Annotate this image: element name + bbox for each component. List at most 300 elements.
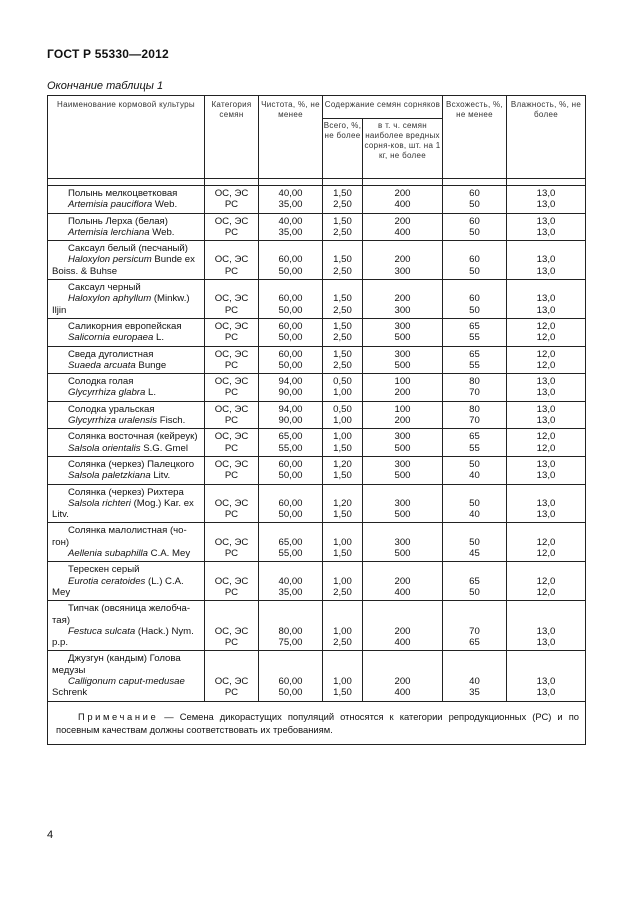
note-text: — Семена дикорастущих популяций относятся к категории репродукционных (РС) и по посевным качествам должны соответствовать их требованиям. (56, 710, 579, 735)
cell-value: 40 (469, 675, 480, 687)
germination-cell (443, 374, 507, 402)
cell-value: 13,0 (536, 293, 556, 305)
cell-value: 35,00 (278, 199, 303, 211)
moisture-cell (507, 523, 586, 562)
moisture-cell (507, 429, 586, 457)
cell-value: 300 (394, 536, 411, 548)
germination-cell (443, 523, 507, 562)
category-cell (205, 523, 259, 562)
cell-value: 0,50 (333, 376, 352, 388)
cell-value: ОС, ЭС (214, 431, 249, 443)
moisture-cell (507, 280, 586, 319)
crop-latin-name (52, 254, 201, 265)
cell-value: 2,50 (333, 226, 352, 238)
latin-genus-species: Calligonum caput-medusae (68, 675, 185, 687)
header-name: Наименование кормовой культуры (48, 96, 205, 179)
weeds-harmful-cell (363, 523, 443, 562)
cell-value: 500 (394, 359, 411, 371)
header-purity: Чистота, %, не менее (259, 96, 323, 179)
crop-latin-name (52, 360, 201, 371)
cell-value: 12,0 (536, 586, 556, 598)
cell-value: 65 (469, 431, 480, 443)
cell-value: 60,00 (278, 320, 303, 332)
header-moisture: Влажность, %, не более (507, 96, 586, 179)
moisture-cell (507, 456, 586, 484)
cell-value: 50 (469, 199, 480, 211)
weeds-total-cell (323, 429, 363, 457)
cell-value: 75,00 (278, 637, 303, 649)
germination-cell (443, 346, 507, 374)
cell-value: РС (224, 387, 239, 399)
cell-value: 0,50 (333, 403, 352, 415)
cell-value: РС (224, 415, 239, 427)
cell-value: 400 (394, 199, 411, 211)
moisture-cell (507, 213, 586, 241)
cell-value: 13,0 (536, 188, 556, 199)
cell-value: 60,00 (278, 497, 303, 509)
cell-value: 13,0 (536, 254, 556, 266)
weeds-total-cell (323, 280, 363, 319)
cell-value: 60 (469, 254, 480, 266)
crop-name-line: Полынь мелкоцветковая (68, 188, 178, 199)
cell-value: 300 (394, 458, 411, 470)
moisture-cell (507, 318, 586, 346)
crop-name-cell (48, 562, 205, 601)
cell-value: 60 (469, 293, 480, 305)
crop-name-line: Boiss. & Buhse (52, 265, 118, 277)
latin-genus-species: Salsola richteri (68, 497, 131, 509)
note-label: Примечание (78, 710, 159, 722)
latin-author: Web. (152, 199, 178, 211)
category-cell (205, 213, 259, 241)
header-germination: Всхожесть, %, не менее (443, 96, 507, 179)
germination-cell (443, 213, 507, 241)
cell-value: 1,00 (333, 431, 352, 443)
cell-value: ОС, ЭС (214, 320, 249, 332)
weeds-harmful-cell (363, 401, 443, 429)
cell-value: 13,0 (536, 226, 556, 238)
purity-cell (259, 186, 323, 214)
crop-latin-name (52, 576, 201, 587)
weeds-harmful-cell (363, 241, 443, 280)
cell-value: 65 (469, 320, 480, 332)
cell-value: 12,0 (536, 348, 556, 360)
latin-author: Litv. (150, 470, 171, 482)
cell-value: 300 (394, 304, 411, 316)
cell-value: ОС, ЭС (214, 536, 249, 548)
weeds-harmful-cell (363, 601, 443, 651)
crop-name-cell (48, 401, 205, 429)
weeds-harmful-cell (363, 374, 443, 402)
cell-value: 300 (394, 431, 411, 443)
cell-value: 70 (469, 387, 480, 399)
crop-name-cell (48, 651, 205, 701)
weeds-total-cell (323, 456, 363, 484)
cell-value: 50 (469, 586, 480, 598)
moisture-cell (507, 484, 586, 523)
cell-value: 200 (394, 387, 411, 399)
cell-value: 60,00 (278, 293, 303, 305)
cell-value: 2,50 (333, 359, 352, 371)
table-row (48, 346, 586, 374)
crop-name-cell (48, 213, 205, 241)
latin-genus-species: Haloxylon persicum (68, 254, 152, 266)
crop-name-line: Полынь Лерха (белая) (68, 215, 168, 227)
cell-value: 13,0 (536, 497, 556, 509)
germination-cell (443, 651, 507, 701)
weeds-harmful-cell (363, 562, 443, 601)
cell-value: 13,0 (536, 458, 556, 470)
category-cell (205, 186, 259, 214)
cell-value: 1,00 (333, 575, 352, 587)
crop-latin-name (52, 470, 201, 481)
crop-name-line: гон) (52, 536, 70, 548)
cell-value: 2,50 (333, 637, 352, 649)
table-note (48, 701, 586, 744)
weeds-harmful-cell (363, 213, 443, 241)
cell-value: 400 (394, 586, 411, 598)
germination-cell (443, 562, 507, 601)
table-row (48, 280, 586, 319)
table-row (48, 651, 586, 701)
latin-author: Fisch. (157, 415, 186, 427)
cell-value: РС (224, 548, 239, 560)
cell-value: 60,00 (278, 254, 303, 266)
cell-value: 60,00 (278, 675, 303, 687)
cell-value: 2,50 (333, 304, 352, 316)
moisture-cell (507, 562, 586, 601)
cell-value: 13,0 (536, 625, 556, 637)
weeds-total-cell (323, 651, 363, 701)
cell-value: 40 (469, 509, 480, 521)
cell-value: 60,00 (278, 458, 303, 470)
crop-name-line: Типчак (овсяница желобча- (68, 603, 191, 615)
cell-value: 35,00 (278, 586, 303, 598)
germination-cell (443, 601, 507, 651)
latin-author: (Minkw.) (151, 293, 190, 305)
document-header: ГОСТ Р 55330—2012 (47, 47, 169, 61)
cell-value: 1,20 (333, 458, 352, 470)
germination-cell (443, 186, 507, 214)
cell-value: 1,50 (333, 293, 352, 305)
cell-value: 500 (394, 548, 411, 560)
cell-value: 65 (469, 575, 480, 587)
cell-value: 200 (394, 625, 411, 637)
cell-value: РС (224, 332, 239, 344)
cell-value: РС (224, 199, 239, 211)
moisture-cell (507, 651, 586, 701)
purity-cell (259, 374, 323, 402)
cell-value: 12,0 (536, 548, 556, 560)
cell-value: 45 (469, 548, 480, 560)
cell-value: 50,00 (278, 265, 303, 277)
weeds-total-cell (323, 186, 363, 214)
latin-author: Bunde ex (151, 254, 195, 266)
cell-value: 1,00 (333, 625, 352, 637)
cell-value: 13,0 (536, 215, 556, 227)
cell-value: 60 (469, 188, 480, 199)
cell-value: 200 (394, 675, 411, 687)
cell-value: 1,20 (333, 497, 352, 509)
cell-value: ОС, ЭС (214, 458, 249, 470)
weeds-harmful-cell (363, 456, 443, 484)
cell-value: 50,00 (278, 509, 303, 521)
cell-value: 35 (469, 687, 480, 699)
cell-value: 1,50 (333, 254, 352, 266)
table-row (48, 601, 586, 651)
cell-value: 1,50 (333, 320, 352, 332)
table-row (48, 374, 586, 402)
cell-value: РС (224, 470, 239, 482)
cell-value: 12,0 (536, 442, 556, 454)
table-row (48, 401, 586, 429)
cell-value: 1,00 (333, 415, 352, 427)
moisture-cell (507, 241, 586, 280)
cell-value: 12,0 (536, 332, 556, 344)
cell-value: 13,0 (536, 637, 556, 649)
crop-name-cell (48, 280, 205, 319)
cell-value: 65 (469, 348, 480, 360)
cell-value: 200 (394, 293, 411, 305)
latin-genus-species: Eurotia ceratoides (68, 575, 146, 587)
crop-name-cell (48, 601, 205, 651)
cell-value: 50 (469, 458, 480, 470)
latin-genus-species: Haloxylon aphyllum (68, 293, 152, 305)
purity-cell (259, 456, 323, 484)
cell-value: 90,00 (278, 415, 303, 427)
crop-latin-name (52, 443, 201, 454)
cell-value: 65,00 (278, 431, 303, 443)
cell-value: 55 (469, 442, 480, 454)
crop-name-line: p.p. (52, 637, 69, 649)
cell-value: РС (224, 442, 239, 454)
crop-latin-name (52, 498, 201, 509)
cell-value: 400 (394, 637, 411, 649)
cell-value: 100 (394, 403, 411, 415)
crop-name-line: Солянка (черкез) Палецкого (68, 458, 195, 470)
purity-cell (259, 429, 323, 457)
crop-name-line: Солянка восточная (кейреук) (68, 431, 198, 443)
cell-value: 40,00 (278, 575, 303, 587)
germination-cell (443, 280, 507, 319)
cell-value: РС (224, 359, 239, 371)
weeds-total-cell (323, 318, 363, 346)
cell-value: 12,0 (536, 320, 556, 332)
cell-value: 40 (469, 470, 480, 482)
crop-name-cell (48, 523, 205, 562)
cell-value: 2,50 (333, 199, 352, 211)
cell-value: 400 (394, 687, 411, 699)
latin-author: S.G. Gmel (140, 442, 188, 454)
crop-name-line: Солянка малолистная (чо- (68, 525, 187, 537)
crop-latin-name (52, 227, 201, 238)
cell-value: 1,00 (333, 536, 352, 548)
cell-value: 13,0 (536, 403, 556, 415)
header-weeds-total: Всего, %, не более (323, 119, 363, 179)
latin-genus-species: Suaeda arcuata (68, 359, 136, 371)
cell-value: 1,50 (333, 215, 352, 227)
table-row (48, 429, 586, 457)
category-cell (205, 429, 259, 457)
latin-genus-species: Artemisia pauciflora (68, 199, 153, 211)
latin-genus-species: Artemisia lerchiana (68, 226, 150, 238)
crop-latin-name (52, 199, 201, 210)
germination-cell (443, 241, 507, 280)
cell-value: 50,00 (278, 332, 303, 344)
category-cell (205, 401, 259, 429)
crop-latin-name (52, 676, 201, 687)
cell-value: 55 (469, 332, 480, 344)
cell-value: 1,50 (333, 687, 352, 699)
cell-value: 200 (394, 188, 411, 199)
cell-value: 400 (394, 226, 411, 238)
crop-name-cell (48, 346, 205, 374)
category-cell (205, 651, 259, 701)
cell-value: 200 (394, 415, 411, 427)
moisture-cell (507, 346, 586, 374)
latin-genus-species: Salicornia europaea (68, 332, 154, 344)
cell-value: 13,0 (536, 675, 556, 687)
germination-cell (443, 318, 507, 346)
purity-cell (259, 318, 323, 346)
crop-name-cell (48, 186, 205, 214)
cell-value: 1,50 (333, 442, 352, 454)
weeds-harmful-cell (363, 429, 443, 457)
crop-name-line: тая) (52, 614, 71, 626)
latin-author: (Mog.) Kar. ex (130, 497, 194, 509)
crop-name-line: Солодка голая (68, 376, 134, 388)
cell-value: 50,00 (278, 470, 303, 482)
cell-value: 1,50 (333, 509, 352, 521)
crop-name-cell (48, 456, 205, 484)
cell-value: 50,00 (278, 304, 303, 316)
cell-value: ОС, ЭС (214, 188, 249, 199)
purity-cell (259, 280, 323, 319)
table-row (48, 562, 586, 601)
weeds-harmful-cell (363, 484, 443, 523)
table-row (48, 484, 586, 523)
crop-name-line: Litv. (52, 509, 69, 521)
crop-latin-name (52, 415, 201, 426)
crop-name-line: Iljin (52, 304, 67, 316)
category-cell (205, 346, 259, 374)
cell-value: 200 (394, 215, 411, 227)
moisture-cell (507, 186, 586, 214)
cell-value: 50 (469, 265, 480, 277)
cell-value: 2,50 (333, 332, 352, 344)
cell-value: 200 (394, 254, 411, 266)
cell-value: 90,00 (278, 387, 303, 399)
cell-value: 300 (394, 348, 411, 360)
cell-value: 13,0 (536, 304, 556, 316)
moisture-cell (507, 601, 586, 651)
cell-value: РС (224, 265, 239, 277)
cell-value: 50,00 (278, 687, 303, 699)
cell-value: 13,0 (536, 470, 556, 482)
cell-value: ОС, ЭС (214, 497, 249, 509)
cell-value: 12,0 (536, 359, 556, 371)
cell-value: РС (224, 226, 239, 238)
weeds-total-cell (323, 346, 363, 374)
crop-latin-name (52, 387, 201, 398)
cell-value: 40,00 (278, 188, 303, 199)
category-cell (205, 318, 259, 346)
crop-name-line: Сведа дуголистная (68, 348, 154, 360)
latin-author: L. (145, 387, 156, 399)
purity-cell (259, 484, 323, 523)
cell-value: 13,0 (536, 265, 556, 277)
purity-cell (259, 213, 323, 241)
moisture-cell (507, 374, 586, 402)
latin-genus-species: Aellenia subaphilla (68, 548, 149, 560)
cell-value: 65,00 (278, 536, 303, 548)
cell-value: 100 (394, 376, 411, 388)
crop-name-cell (48, 374, 205, 402)
crop-name-line: Солодка уральская (68, 403, 155, 415)
cell-value: 60,00 (278, 348, 303, 360)
cell-value: 200 (394, 575, 411, 587)
cell-value: 94,00 (278, 376, 303, 388)
purity-cell (259, 241, 323, 280)
weeds-total-cell (323, 401, 363, 429)
germination-cell (443, 456, 507, 484)
table-row (48, 523, 586, 562)
germination-cell (443, 401, 507, 429)
purity-cell (259, 346, 323, 374)
weeds-total-cell (323, 562, 363, 601)
cell-value: 80 (469, 403, 480, 415)
cell-value: 55 (469, 359, 480, 371)
crop-name-cell (48, 429, 205, 457)
cell-value: ОС, ЭС (214, 254, 249, 266)
cell-value: ОС, ЭС (214, 625, 249, 637)
latin-author: C.A. Mey (148, 548, 191, 560)
moisture-cell (507, 401, 586, 429)
cell-value: ОС, ЭС (214, 675, 249, 687)
cell-value: 50 (469, 497, 480, 509)
table-caption: Окончание таблицы 1 (47, 80, 164, 92)
cell-value: 35,00 (278, 226, 303, 238)
seed-quality-table (47, 95, 586, 745)
crop-name-line: Mey (52, 586, 71, 598)
cell-value: 70 (469, 625, 480, 637)
latin-genus-species: Salsola orientalis (68, 442, 141, 454)
crop-name-cell (48, 484, 205, 523)
crop-latin-name (52, 332, 201, 343)
cell-value: ОС, ЭС (214, 575, 249, 587)
purity-cell (259, 601, 323, 651)
cell-value: 500 (394, 470, 411, 482)
cell-value: 1,50 (333, 188, 352, 199)
cell-value: 13,0 (536, 387, 556, 399)
table-row (48, 186, 586, 214)
purity-cell (259, 401, 323, 429)
latin-genus-species: Glycyrrhiza glabra (68, 387, 146, 399)
cell-value: ОС, ЭС (214, 403, 249, 415)
table-body (48, 179, 586, 702)
latin-author: (Hack.) Nym. (135, 625, 194, 637)
purity-cell (259, 651, 323, 701)
cell-value: 80 (469, 376, 480, 388)
weeds-harmful-cell (363, 346, 443, 374)
cell-value: 12,0 (536, 575, 556, 587)
weeds-total-cell (323, 374, 363, 402)
crop-name-cell (48, 318, 205, 346)
weeds-total-cell (323, 241, 363, 280)
crop-name-line: Солянка (черкез) Рихтера (68, 486, 184, 498)
weeds-harmful-cell (363, 280, 443, 319)
weeds-total-cell (323, 523, 363, 562)
